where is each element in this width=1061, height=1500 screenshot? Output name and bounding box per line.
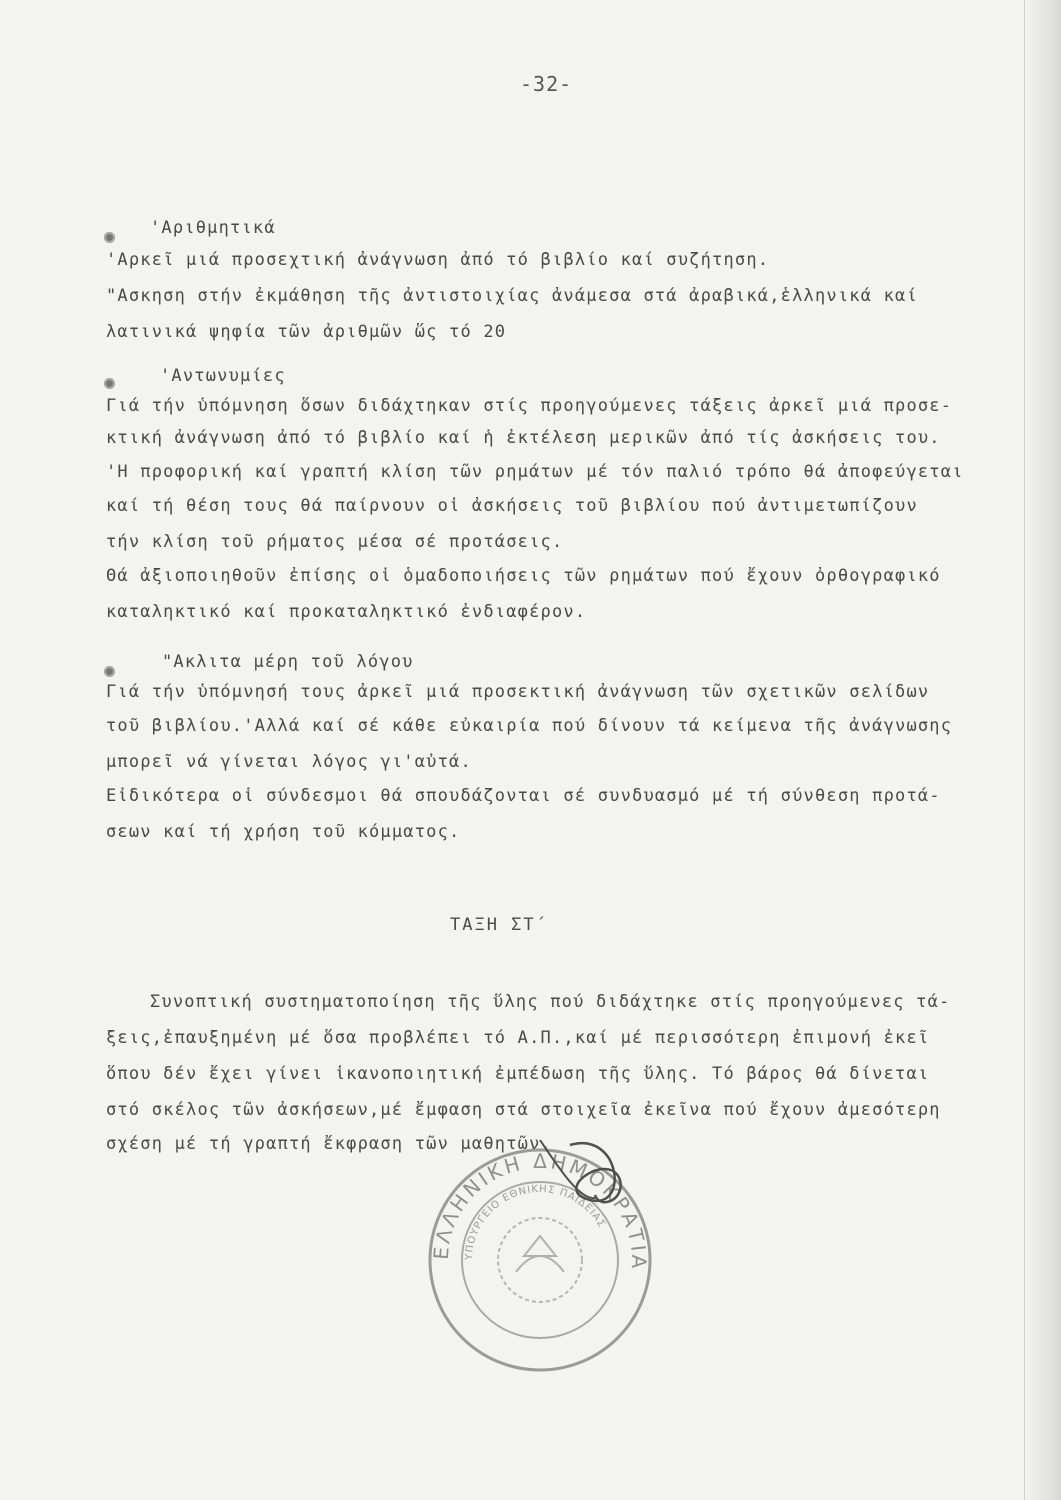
section-title-indeclinables: "Ακλιτα μέρη τοῦ λόγου: [162, 652, 414, 672]
text-line: Γιά τήν ὑπόμνησή τους ἀρκεῖ μιά προσεκτική ἀνάγνωση τῶν σχετικῶν σελίδων: [106, 682, 930, 702]
text-line: μπορεῖ νά γίνεται λόγος γι'αὐτά.: [106, 752, 472, 772]
text-line: λατινικά ψηφία τῶν ἀριθμῶν ὥς τό 20: [106, 322, 507, 342]
text-line: Θά ἀξιοποιηθοῦν ἐπίσης οἱ ὁμαδοποιήσεις τῶν ρημάτων πού ἔχουν ὀρθογραφικό: [106, 566, 941, 586]
page-edge-line: [1024, 0, 1025, 1500]
text-line: "Ασκηση στήν ἐκμάθηση τῆς ἀντιστοιχίας ἀνάμεσα στά ἀραβικά,ἑλληνικά καί: [106, 286, 918, 306]
text-line: ξεις,ἐπαυξημένη μέ ὅσα προβλέπει τό Α.Π.,καί μέ περισσότερη ἐπιμονή ἐκεῖ: [106, 1028, 930, 1048]
text-line: καί τή θέση τους θά παίρνουν οἱ ἀσκήσεις τοῦ βιβλίου πού ἀντιμετωπίζουν: [106, 496, 918, 516]
text-line: σχέση μέ τή γραπτή ἔκφραση τῶν μαθητῶν.: [106, 1134, 552, 1154]
section-title-arithmetic: 'Αριθμητικά: [150, 218, 276, 238]
text-line: 'Η προφορική καί γραπτή κλίση τῶν ρημάτων μέ τόν παλιό τρόπο θά ἀποφεύγεται: [106, 462, 964, 482]
text-line: καταληκτικό καί προκαταληκτικό ἐνδιαφέρον.: [106, 602, 587, 622]
bullet-icon: [104, 378, 115, 389]
text-line: τοῦ βιβλίου.'Αλλά καί σέ κάθε εὐκαιρία πού δίνουν τά κείμενα τῆς ἀνάγνωσης: [106, 716, 953, 736]
bullet-icon: [104, 232, 115, 243]
stamp-inner-text: ΥΠΟΥΡΓΕΙΟ ΕΘΝΙΚΗΣ ΠΑΙΔΕΙΑΣ: [463, 1183, 608, 1261]
text-line: Γιά τήν ὑπόμνηση ὅσων διδάχτηκαν στίς προηγούμενες τάξεις ἀρκεῖ μιά προσε-: [106, 396, 953, 416]
page-edge-shadow: [1023, 0, 1061, 1500]
text-line: κτική ἀνάγνωση ἀπό τό βιβλίο καί ἡ ἐκτέλεση μερικῶν ἀπό τίς ἀσκήσεις του.: [106, 428, 941, 448]
text-line: στό σκέλος τῶν ἀσκήσεων,μέ ἔμφαση στά στοιχεῖα ἐκεῖνα πού ἔχουν ἀμεσότερη: [106, 1100, 941, 1120]
section-title-pronouns: 'Αντωνυμίες: [160, 366, 286, 386]
official-stamp-icon: [420, 1140, 660, 1380]
text-line: σεων καί τή χρήση τοῦ κόμματος.: [106, 822, 461, 842]
text-line: ὅπου δέν ἔχει γίνει ἱκανοποιητική ἐμπέδωση τῆς ὕλης. Τό βάρος θά δίνεται: [106, 1064, 930, 1084]
text-line: τήν κλίση τοῦ ρήματος μέσα σέ προτάσεις.: [106, 532, 564, 552]
stamp-outer-text: ΕΛΛΗΝΙΚΗ ΔΗΜΟΚΡΑΤΙΑ: [428, 1148, 652, 1272]
class-heading: ΤΑΞΗ ΣΤ΄: [450, 915, 548, 935]
text-line: Εἰδικότερα οἱ σύνδεσμοι θά σπουδάζονται σέ συνδυασμό μέ τή σύνθεση προτά-: [106, 786, 941, 806]
text-line: 'Αρκεῖ μιά προσεχτική ἀνάγνωση ἀπό τό βιβλίο καί συζήτηση.: [106, 250, 770, 270]
bullet-icon: [104, 666, 115, 677]
text-line: Συνοπτική συστηματοποίηση τῆς ὕλης πού διδάχτηκε στίς προηγούμενες τά-: [150, 992, 951, 1012]
page-number: -32-: [520, 72, 573, 96]
